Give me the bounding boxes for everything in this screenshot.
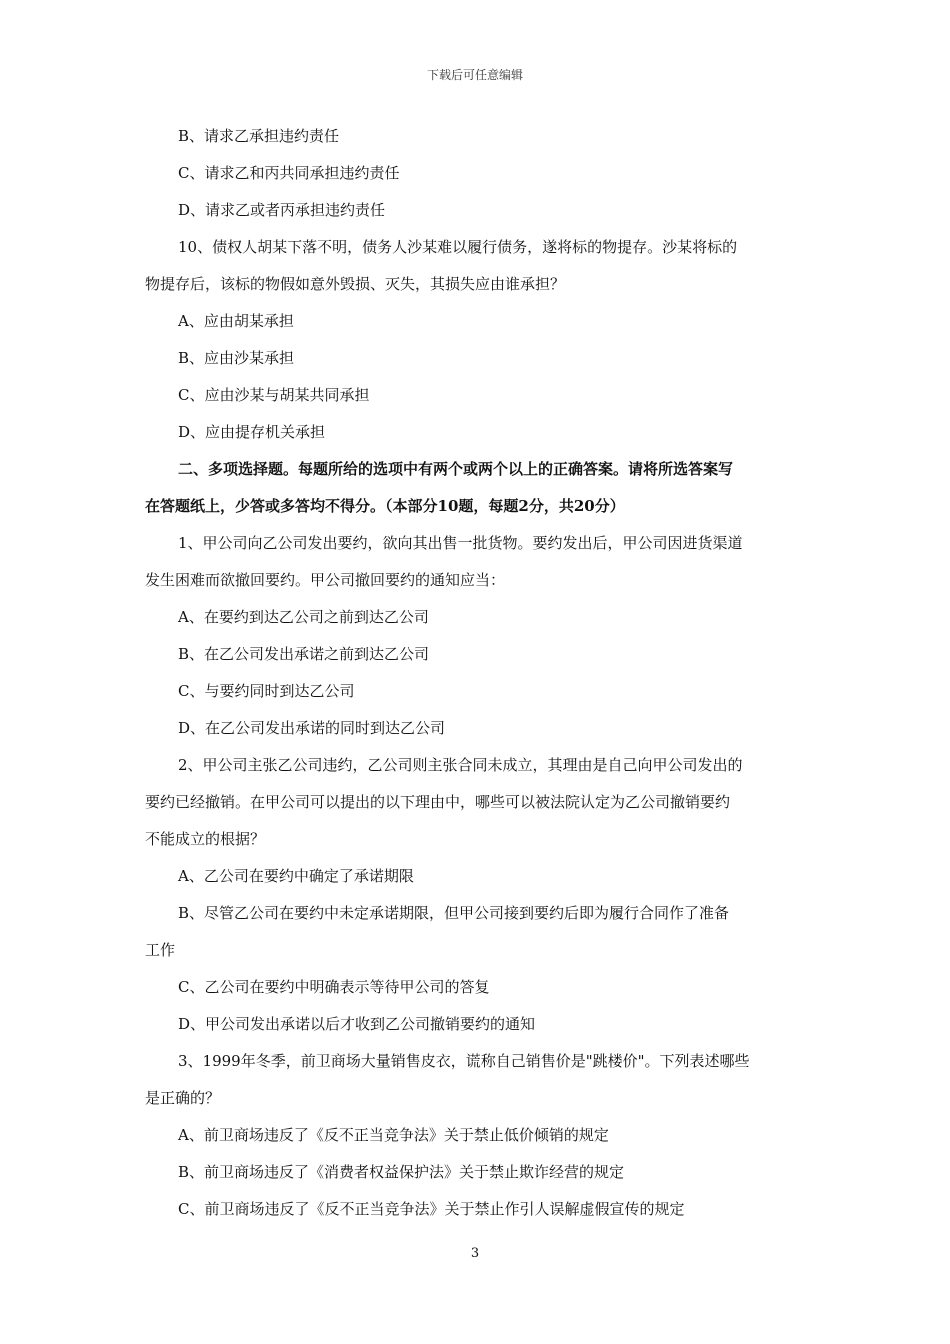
section-heading-line: 在答题纸上，少答或多答均不得分。（本部分10题，每题2分，共20分）	[145, 497, 625, 515]
text-line: 3、1999年冬季，前卫商场大量销售皮衣，谎称自己销售价是"跳楼价"。下列表述哪些	[178, 1052, 750, 1070]
text-line: A、前卫商场违反了《反不正当竞争法》关于禁止低价倾销的规定	[178, 1126, 609, 1144]
text-line: C、请求乙和丙共同承担违约责任	[178, 164, 400, 182]
text-line: 不能成立的根据？	[145, 830, 266, 848]
text-line: B、尽管乙公司在要约中未定承诺期限，但甲公司接到要约后即为履行合同作了准备	[178, 904, 730, 922]
text-line: D、甲公司发出承诺以后才收到乙公司撤销要约的通知	[178, 1015, 536, 1033]
text-line: 2、甲公司主张乙公司违约，乙公司则主张合同未成立，其理由是自己向甲公司发出的	[178, 756, 743, 774]
text-line: 要约已经撤销。在甲公司可以提出的以下理由中，哪些可以被法院认定为乙公司撤销要约	[145, 793, 731, 811]
page-number: 3	[470, 1246, 480, 1261]
section-heading-line: 二、多项选择题。每题所给的选项中有两个或两个以上的正确答案。请将所选答案写	[178, 460, 734, 478]
text-line: D、在乙公司发出承诺的同时到达乙公司	[178, 719, 446, 737]
document-body	[145, 118, 810, 1228]
text-line: A、乙公司在要约中确定了承诺期限	[178, 867, 414, 885]
text-line: A、应由胡某承担	[178, 312, 294, 330]
text-line: C、乙公司在要约中明确表示等待甲公司的答复	[178, 978, 490, 996]
text-line: 发生困难而欲撤回要约。甲公司撤回要约的通知应当：	[145, 571, 506, 589]
text-line: C、前卫商场违反了《反不正当竞争法》关于禁止作引人误解虚假宣传的规定	[178, 1200, 685, 1218]
text-line: C、与要约同时到达乙公司	[178, 682, 355, 700]
text-line: A、在要约到达乙公司之前到达乙公司	[178, 608, 429, 626]
text-line: D、请求乙或者丙承担违约责任	[178, 201, 386, 219]
text-line: B、请求乙承担违约责任	[178, 127, 340, 145]
text-line: 工作	[145, 941, 176, 959]
text-line: 1、甲公司向乙公司发出要约，欲向其出售一批货物。要约发出后，甲公司因进货渠道	[178, 534, 743, 552]
text-line: B、前卫商场违反了《消费者权益保护法》关于禁止欺诈经营的规定	[178, 1163, 625, 1181]
text-line: C、应由沙某与胡某共同承担	[178, 386, 370, 404]
text-line: D、应由提存机关承担	[178, 423, 326, 441]
page-header: 下载后可任意编辑	[426, 68, 523, 82]
text-line: B、在乙公司发出承诺之前到达乙公司	[178, 645, 430, 663]
text-line: 是正确的？	[145, 1089, 221, 1107]
text-line: B、应由沙某承担	[178, 349, 295, 367]
text-line: 10、债权人胡某下落不明，债务人沙某难以履行债务，遂将标的物提存。沙某将标的	[178, 238, 738, 256]
text-line: 物提存后，该标的物假如意外毁损、灭失，其损失应由谁承担？	[145, 275, 566, 293]
